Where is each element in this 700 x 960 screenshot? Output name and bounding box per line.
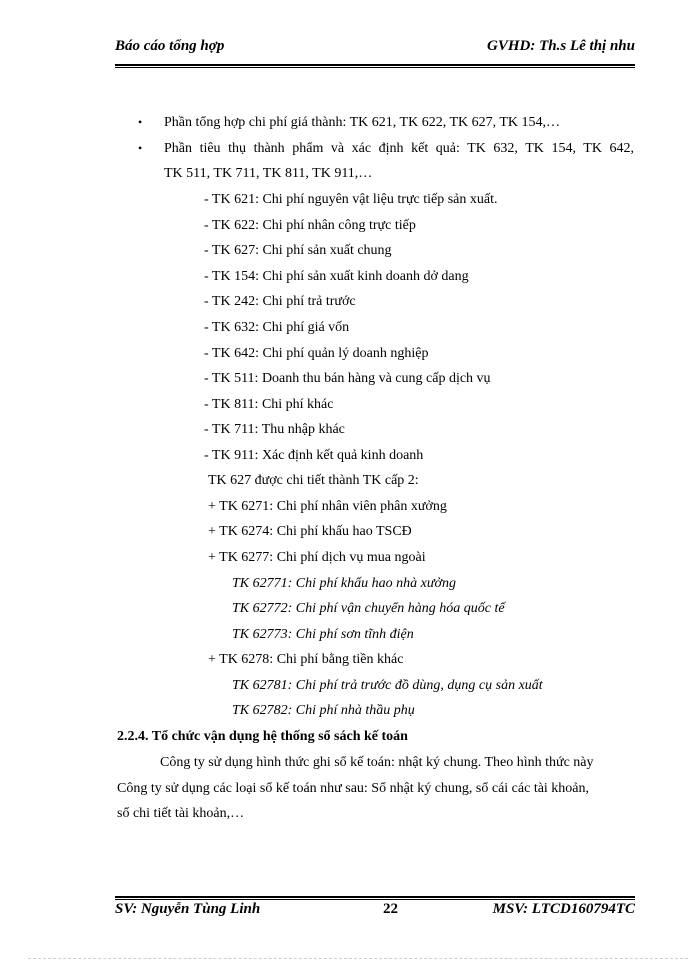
footer-student-name: SV: Nguyễn Tùng Linh [115, 901, 261, 917]
bullet-icon: • [138, 141, 143, 155]
paragraph-line: Công ty sử dụng các loại sổ kế toán như sau: Sổ nhật ký chung, sổ cái các tài khoản, [117, 781, 590, 796]
page-footer [115, 901, 635, 923]
detail-account-line: TK 62781: Chi phí trả trước đồ dùng, dụng cụ sản xuất [232, 678, 543, 693]
header-report-title: Báo cáo tổng hợp [115, 38, 225, 54]
page-header [115, 38, 635, 60]
header-rule-thin [115, 67, 635, 68]
footer-rule-thin [115, 899, 635, 900]
account-line: - TK 642: Chi phí quản lý doanh nghiệp [204, 346, 429, 361]
account-line: - TK 632: Chi phí giá vốn [204, 320, 350, 335]
detail-account-line: TK 62782: Chi phí nhà thầu phụ [232, 703, 415, 718]
account-line: - TK 711: Thu nhập khác [204, 422, 345, 437]
account-line: - TK 811: Chi phí khác [204, 397, 334, 412]
footer-student-id: MSV: LTCD160794TC [492, 901, 635, 917]
account-line: - TK 621: Chi phí nguyên vật liệu trực tiếp sản xuất. [204, 192, 498, 207]
header-rule [115, 64, 635, 66]
header-supervisor: GVHD: Th.s Lê thị nhu [487, 38, 635, 54]
tk627-intro: TK 627 được chi tiết thành TK cấp 2: [208, 473, 419, 488]
detail-account-line: TK 62771: Chi phí khấu hao nhà xưởng [232, 576, 456, 591]
sub-account-line: + TK 6271: Chi phí nhân viên phân xưởng [208, 499, 447, 514]
detail-account-line: TK 62773: Chi phí sơn tĩnh điện [232, 627, 414, 642]
bullet-text-continuation: TK 511, TK 711, TK 811, TK 911,… [164, 166, 373, 181]
account-line: - TK 511: Doanh thu bán hàng và cung cấp dịch vụ [204, 371, 491, 386]
account-line: - TK 154: Chi phí sản xuất kinh doanh dở dang [204, 269, 469, 284]
footer-rule [115, 896, 635, 898]
sub-account-line: + TK 6277: Chi phí dịch vụ mua ngoài [208, 550, 426, 565]
sub-account-line: + TK 6274: Chi phí khấu hao TSCĐ [208, 524, 412, 539]
paragraph-line: sổ chi tiết tài khoản,… [117, 806, 245, 821]
account-line: - TK 242: Chi phí trả trước [204, 294, 356, 309]
bullet-text: Phần tổng hợp chi phí giá thành: TK 621, TK 622, TK 627, TK 154,… [164, 115, 561, 130]
bullet-text: Phần tiêu thụ thành phẩm và xác định kết quả: TK 632, TK 154, TK 642, [164, 141, 634, 156]
detail-account-line: TK 62772: Chi phí vận chuyển hàng hóa quốc tế [232, 601, 505, 616]
account-line: - TK 911: Xác định kết quả kinh doanh [204, 448, 424, 463]
account-line: - TK 622: Chi phí nhân công trực tiếp [204, 218, 416, 233]
section-heading: 2.2.4. Tổ chức vận dụng hệ thống sổ sách kế toán [117, 729, 408, 744]
paragraph-line: Công ty sử dụng hình thức ghi sổ kế toán: nhật ký chung. Theo hình thức này [160, 755, 594, 770]
sub-account-line: + TK 6278: Chi phí bằng tiền khác [208, 652, 404, 667]
page-number: 22 [383, 901, 398, 917]
account-line: - TK 627: Chi phí sản xuất chung [204, 243, 392, 258]
bullet-icon: • [138, 115, 143, 129]
